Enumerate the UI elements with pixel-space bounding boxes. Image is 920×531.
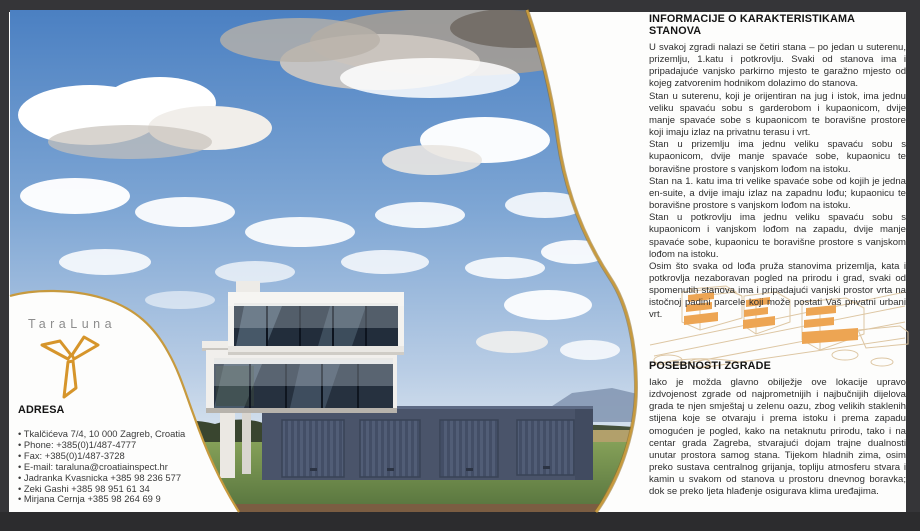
frame-bottom-band (0, 512, 920, 531)
brand-wordmark: TaraLuna (27, 317, 117, 331)
info-section-title: INFORMACIJE O KARAKTERISTIKAMA STANOVA (649, 13, 855, 37)
info-section (649, 13, 906, 322)
features-paragraph: Iako je možda glavno obilježje ove lokacije upravo izdvojenost zgrade od najprometnijih i najbučnijih dijelova grada te njen smještaj u zelenu oazu, zbog velikih staklenih stijena koje se otvaraju i prema istoku i prema zapadu omogućen je pogled, kako na netaknutu prirodu, tako i na centar grada Zagreba, stvarajući dojam trajne dualnosti unutar prostora samog stana. Tijekom hladnih zima, osim preko sustava centralnog grijanja, topliju atmosferu stvara i kamin u svakom od stanova u prostoru dnevnog boravka; dok se preko ljeta hlađenje osigurava klima uređajima. (649, 377, 906, 498)
taraluna-logo-icon (38, 333, 102, 403)
pillar (242, 412, 251, 474)
address-line: • Jadranka Kvasnicka +385 98 236 577 (18, 471, 182, 483)
info-paragraph: Osim što svaka od lođa pruža stanovima prizemlja, kata i potkrovlja nezaboravan pogled na prirodu i grad, svaki od spomenutih stanova ima i pripadajući vanjski prostor vrta na istočnoj padini parcele koji može postati Vaš privatni urbani vrt. (649, 260, 906, 321)
address-title: ADRESA (18, 404, 65, 416)
address-line: • E-mail: taraluna@croatiainspect.hr (18, 460, 168, 472)
info-paragraph: Stan na 1. katu ima tri velike spavaće sobe od kojih je jedna en-suite, a dvije imaju izlaz na zapadnu lođu; kupaonicu te boravišne prostore s vanjskom lođom na istoku. (649, 175, 906, 212)
garage-door (282, 420, 344, 477)
info-paragraph: Stan u prizemlju ima jednu veliku spavaću sobu s kupaonicom, dvije manje spavaće sobe, kupaonicu te boravišne prostore s vanjskom lođom na istoku. (649, 139, 906, 175)
features-section-title: POSEBNOSTI ZGRADE (649, 360, 771, 372)
garage (262, 406, 593, 480)
address-line: • Fax: +385(0)1/487-3728 (18, 449, 125, 461)
garage-door (440, 420, 498, 477)
info-paragraph: U svakoj zgradi nalazi se četiri stana – po jedan u suterenu, prizemlju, 1.katu i potkrovlju. Svaki od stanova ima i pripadajuće vanjsko parkirno mjesto te garažno mjesto od kojeg zatvorenim hodnikom dolazimo do stanova. (649, 42, 906, 90)
address-line: • Phone: +385(0)1/487-4777 (18, 438, 137, 450)
features-section (649, 360, 906, 499)
garage-door (517, 420, 574, 475)
garage-door (360, 420, 420, 477)
info-paragraph: Stan u suterenu, koji je orijentiran na jug i istok, ima jednu veliku spavaću sobu s garderobom i kupaonicom, dvije manje spavaće sobe s kupaonicom te boravišne prostore koji imaju izlaz na privatnu terasu i vrt. (649, 90, 906, 139)
address-line: • Zeki Gashi +385 98 951 61 34 (18, 482, 150, 494)
info-paragraph: Stan u potkrovlju ima jednu veliku spavaću sobu s kupaonicom i vanjskom lođom na zapadu, dvije manje spavaće sobe, kupaonicu te boravišne prostore s vanjskom lođom na istoku. (649, 212, 906, 260)
address-line: • Tkalčićeva 7/4, 10 000 Zagreb, Croatia (18, 428, 186, 439)
brand-logo (20, 317, 120, 408)
address-section (18, 404, 224, 505)
top-floor (228, 281, 404, 355)
address-line: • Mirjana Cernja +385 98 264 69 9 (18, 493, 161, 505)
